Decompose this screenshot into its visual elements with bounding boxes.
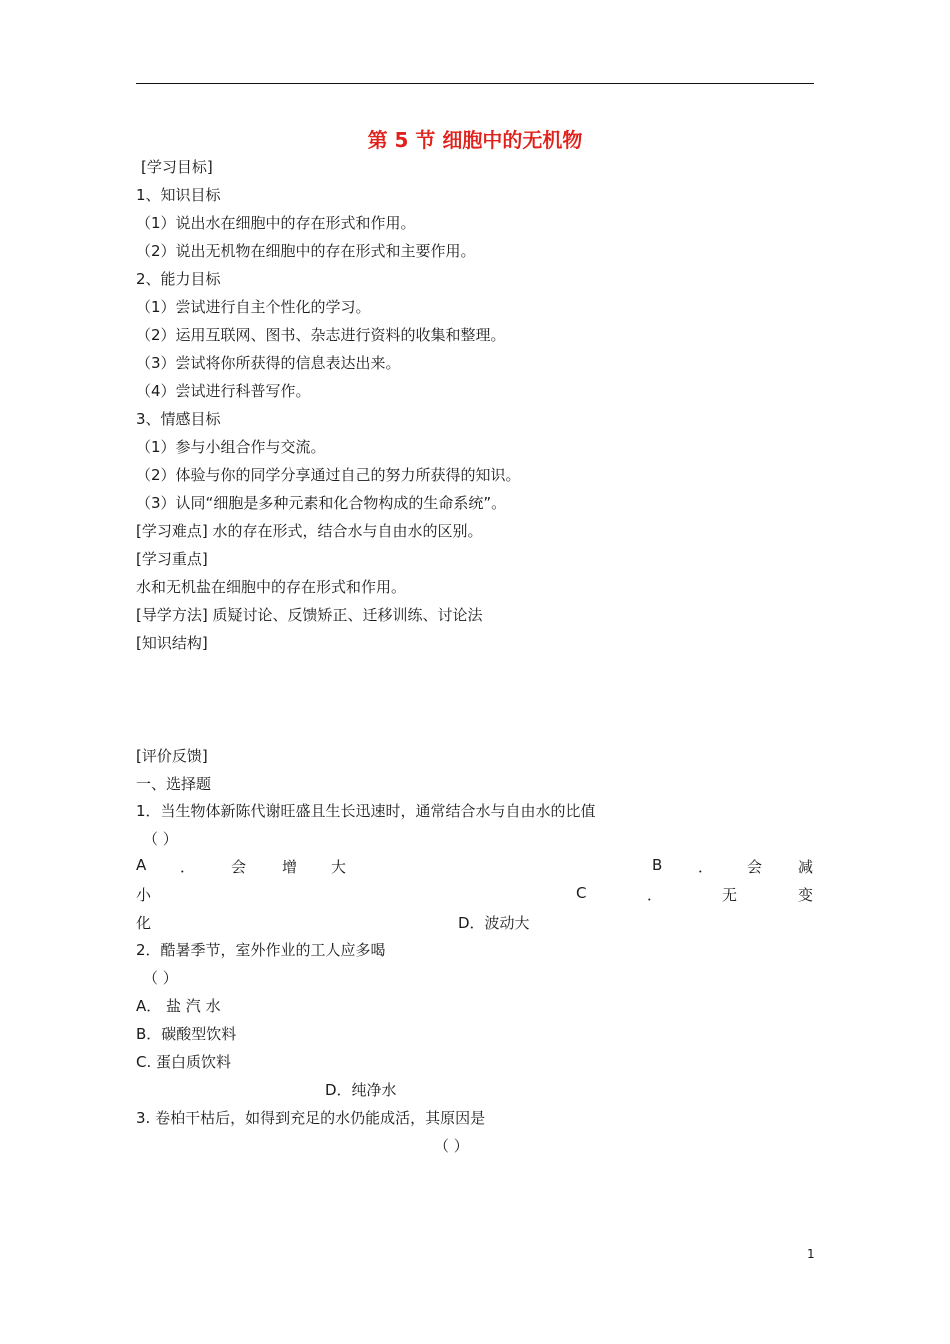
question-2-stem: 2．酷暑季节，室外作业的工人应多喝 [136,941,386,959]
q1-option-b-text: 小 [136,886,152,904]
section-heading-objectives: [学习目标] [141,158,213,176]
key-points-text: 水和无机盐在细胞中的存在形式和作用。 [136,578,407,596]
q1-option-a-text: 增 [282,858,298,876]
key-points-heading: [学习重点] [136,550,208,568]
difficulty-line: [学习难点] 水的存在形式，结合水与自由水的区别。 [136,522,483,540]
objective-item: （1）说出水在细胞中的存在形式和作用。 [136,214,416,232]
objective-item: （2）说出无机物在细胞中的存在形式和主要作用。 [136,242,476,260]
q2-option-a: A． 盐 汽 水 [136,997,221,1015]
objective-heading-ability: 2、能力目标 [136,270,221,288]
q1-option-c-text: 无 [722,886,738,904]
objective-item: （2）体验与你的同学分享通过自己的努力所获得的知识。 [136,466,521,484]
objective-item: （1）参与小组合作与交流。 [136,438,326,456]
objective-item: （2）运用互联网、图书、杂志进行资料的收集和整理。 [136,326,506,344]
q1-option-b-text: 减 [798,858,814,876]
q2-option-b: B．碳酸型饮料 [136,1025,237,1043]
q1-option-d: D．波动大 [458,914,530,932]
q1-option-c-text: 化 [136,914,152,932]
knowledge-structure-heading: [知识结构] [136,634,208,652]
q1-option-b-dot: ． [698,858,714,876]
objective-item: （1）尝试进行自主个性化的学习。 [136,298,371,316]
method-line: [导学方法] 质疑讨论、反馈矫正、迁移训练、讨论法 [136,606,483,624]
q1-option-a-dot: ． [180,858,196,876]
question-3-answer-blank: （ ） [434,1137,469,1155]
q1-option-a-text: 会 [231,858,247,876]
question-1-stem: 1．当生物体新陈代谢旺盛且生长迅速时，通常结合水与自由水的比值 [136,802,596,820]
header-rule [136,83,814,84]
q2-option-d: D．纯净水 [325,1081,397,1099]
question-2-answer-blank: （ ） [143,969,178,987]
q2-option-c: C. 蛋白质饮料 [136,1053,232,1071]
page-number: 1 [807,1247,815,1261]
question-1-answer-blank: （ ） [143,830,178,848]
page-title: 第 5 节 细胞中的无机物 [367,128,583,152]
q1-option-a-text: 大 [331,858,347,876]
objective-heading-emotion: 3、情感目标 [136,410,221,428]
feedback-heading: [评价反馈] [136,747,208,765]
question-3-stem: 3. 卷柏干枯后，如得到充足的水仍能成活，其原因是 [136,1109,486,1127]
q1-option-c-letter: C [576,884,587,902]
q1-option-a-letter: A [136,856,147,874]
q1-option-c-dot: ． [647,886,663,904]
q1-option-b-text: 会 [747,858,763,876]
multiple-choice-heading: 一、选择题 [136,775,212,793]
q1-option-b-letter: B [652,856,663,874]
objective-heading-knowledge: 1、知识目标 [136,186,221,204]
q1-option-c-text: 变 [798,886,814,904]
objective-item: （4）尝试进行科普写作。 [136,382,311,400]
objective-item: （3）尝试将你所获得的信息表达出来。 [136,354,401,372]
objective-item: （3）认同“细胞是多种元素和化合物构成的生命系统”。 [136,494,507,512]
